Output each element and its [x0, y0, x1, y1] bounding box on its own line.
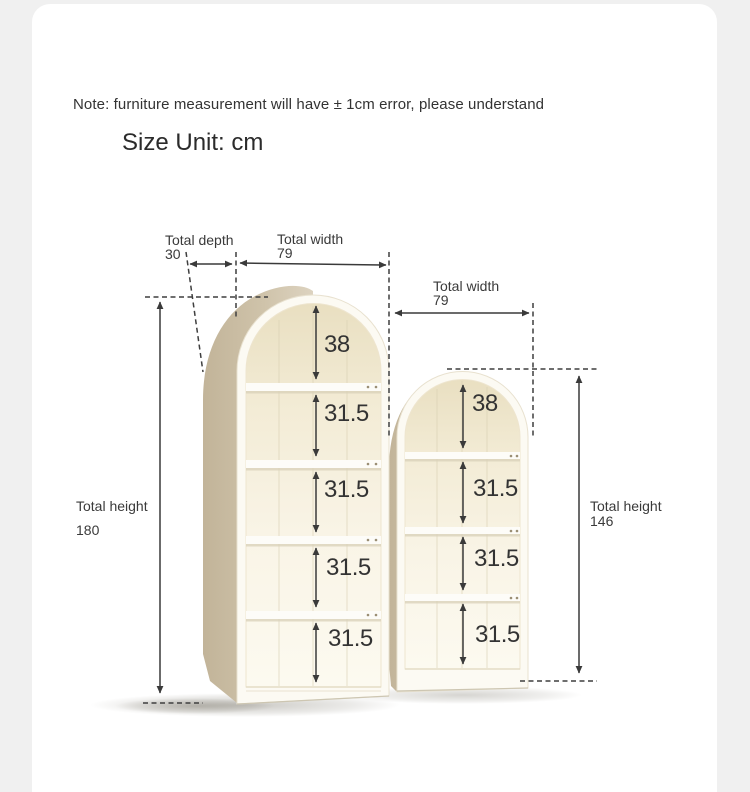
depth-extension-line [186, 252, 203, 372]
measurement-note: Note: furniture measurement will have ± 1cm error, please understand [73, 96, 545, 113]
left-width-dimension-arrow [240, 263, 386, 265]
left-width-dimension-label: Total width [277, 231, 344, 247]
right-width-dimension-value: 79 [433, 292, 449, 308]
depth-dimension-label: Total depth [165, 232, 234, 248]
depth-dimension-value: 30 [165, 246, 181, 262]
right-height-dimension-value: 146 [590, 513, 614, 529]
left-section-value-5: 31.5 [328, 625, 373, 652]
left-section-value-1: 38 [324, 331, 350, 358]
left-width-dimension-value: 79 [277, 245, 293, 261]
right-section-value-3: 31.5 [474, 545, 519, 572]
left-height-dimension-value: 180 [76, 522, 100, 538]
right-height-dimension-label: Total height [590, 498, 662, 514]
left-height-dimension-label: Total height [76, 498, 148, 514]
right-section-value-1: 38 [472, 390, 498, 417]
left-section-value-4: 31.5 [326, 554, 371, 581]
left-section-value-3: 31.5 [324, 476, 369, 503]
right-section-value-2: 31.5 [473, 475, 518, 502]
right-section-value-4: 31.5 [475, 621, 520, 648]
size-unit-title: Size Unit: cm [122, 129, 264, 156]
right-width-dimension-label: Total width [433, 278, 500, 294]
left-section-value-2: 31.5 [324, 400, 369, 427]
